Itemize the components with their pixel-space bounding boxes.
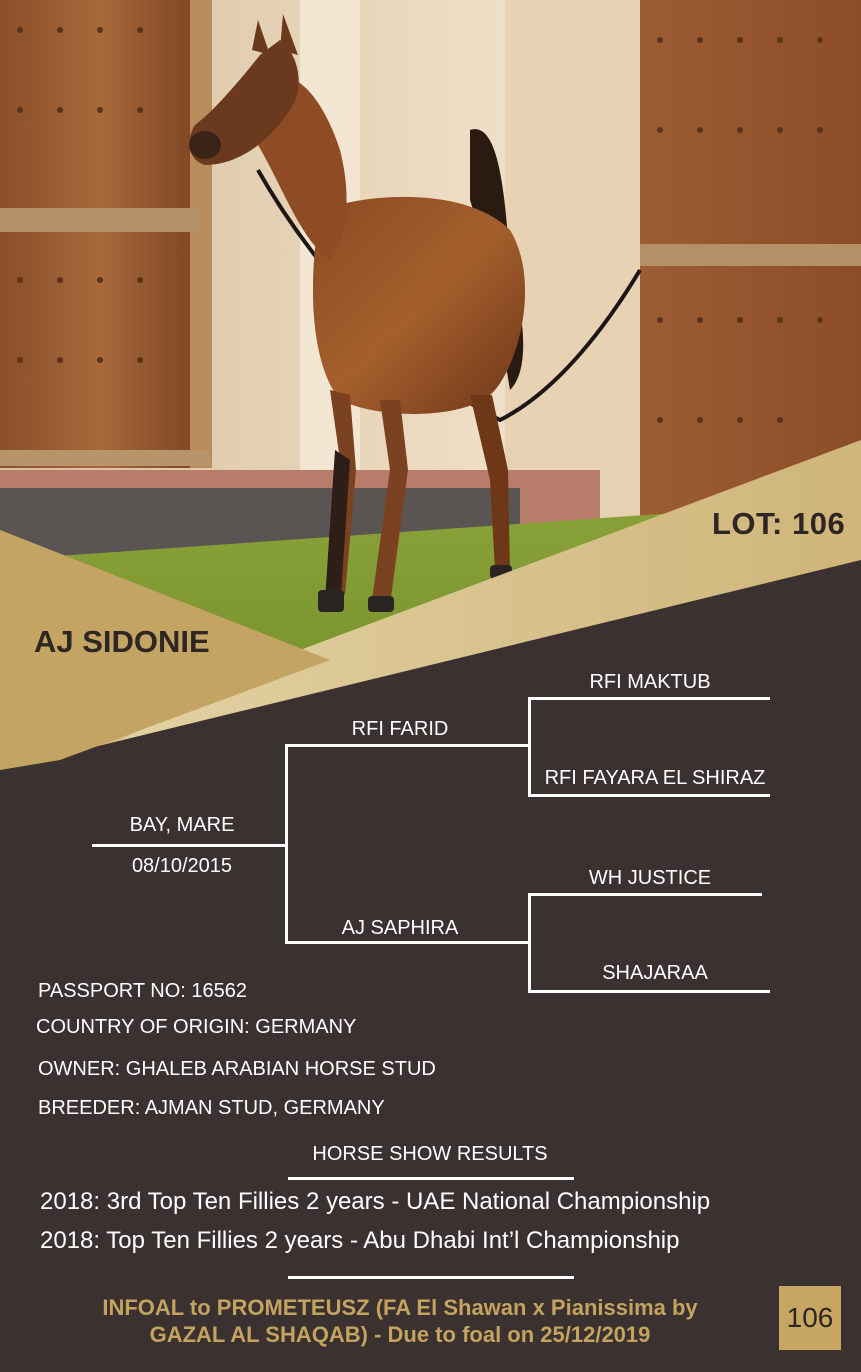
dam-dam-name: SHAJARAA [602,962,708,984]
owner: OWNER: GHALEB ARABIAN HORSE STUD [38,1058,436,1080]
lot-label: LOT: 106 [712,506,846,541]
horse-birth-date: 08/10/2015 [131,855,233,877]
pedigree-line-dam-parents [528,893,531,993]
breeder: BREEDER: AJMAN STUD, GERMANY [38,1097,385,1119]
show-result-item: 2018: Top Ten Fillies 2 years - Abu Dhabi Int’l Championship [40,1227,680,1254]
dam-sire-name: WH JUSTICE [588,867,712,889]
infoal-line-1: INFOAL to PROMETEUSZ (FA El Shawan x Pianissima by [102,1295,698,1320]
horse-color-sex: BAY, MARE [129,814,235,836]
pedigree-line-sire [285,744,531,747]
lot-badge: 106 [779,1286,841,1350]
show-results-divider-top [288,1177,574,1180]
horse-name: AJ SIDONIE [34,624,210,659]
pedigree-line-dam [285,941,531,944]
pedigree-line-sire-sire [528,697,770,700]
infoal-note [60,1294,740,1348]
dam-name: AJ SAPHIRA [341,917,459,939]
passport-number: PASSPORT NO: 16562 [38,980,247,1002]
pedigree-line-sire-parents [528,697,531,797]
infoal-line-2: GAZAL AL SHAQAB) - Due to foal on 25/12/2019 [149,1322,651,1347]
sire-dam-name: RFI FAYARA EL SHIRAZ [544,767,766,789]
country-of-origin: COUNTRY OF ORIGIN: GERMANY [36,1016,357,1038]
pedigree-line-dam-dam [528,990,770,993]
pedigree-line-subject [92,844,288,847]
show-result-item: 2018: 3rd Top Ten Fillies 2 years - UAE National Championship [40,1188,711,1215]
sire-name: RFI FARID [351,718,449,740]
pedigree-line-sire-dam [528,794,770,797]
show-results-heading: HORSE SHOW RESULTS [312,1143,548,1165]
show-results-divider-bottom [288,1276,574,1279]
pedigree-line-parents [285,744,288,944]
sire-sire-name: RFI MAKTUB [589,671,711,693]
pedigree-line-dam-sire [528,893,762,896]
